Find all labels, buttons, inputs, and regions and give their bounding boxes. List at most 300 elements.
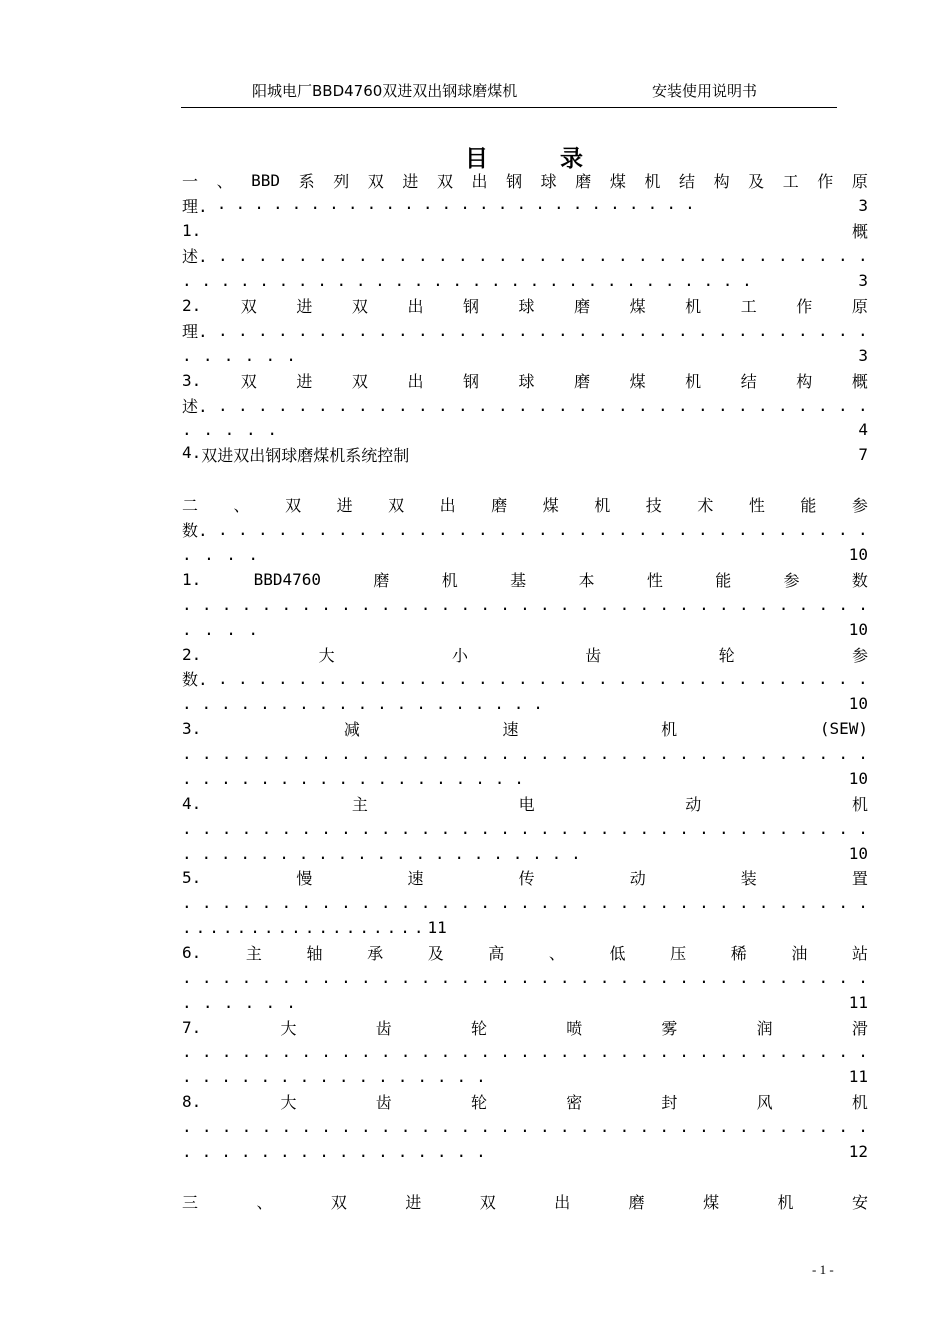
toc-token: . <box>778 743 789 763</box>
toc-token: 原 <box>851 296 868 316</box>
toc-token: . <box>520 818 530 838</box>
toc-line <box>182 741 868 765</box>
toc-line <box>182 542 868 566</box>
toc-token: 磨 <box>491 495 508 515</box>
toc-title-part1: 目 <box>465 146 488 172</box>
toc-line <box>182 417 868 441</box>
toc-token: 机 <box>644 171 661 191</box>
toc-token: . <box>818 743 829 763</box>
toc-token: . <box>698 245 708 265</box>
toc-token: . <box>458 320 468 340</box>
toc-token: . <box>578 519 588 539</box>
toc-token: 主 <box>351 794 368 814</box>
toc-token: . <box>838 245 848 265</box>
toc-token: 、 <box>233 495 250 515</box>
toc-token: . <box>458 519 468 539</box>
toc-token: . <box>261 818 272 838</box>
toc-token: . <box>258 320 268 340</box>
toc-token: . <box>281 892 292 912</box>
header-document-type: 安装使用说明书 <box>652 82 758 100</box>
toc-token: . <box>440 594 451 614</box>
toc-token: . <box>397 1066 408 1086</box>
toc-token: . <box>559 967 570 987</box>
toc-token: . <box>460 743 471 763</box>
toc-token: 轮 <box>470 1092 487 1112</box>
toc-token: . <box>476 1066 486 1086</box>
toc-token: 构 <box>713 171 730 191</box>
toc-page-ref: 10 <box>848 693 868 713</box>
toc-token: . <box>659 594 670 614</box>
toc-token: 6. <box>182 942 202 962</box>
toc-token: . <box>474 693 485 713</box>
toc-token: . <box>182 843 192 863</box>
toc-token: . <box>258 395 268 415</box>
toc-token: . <box>277 917 288 937</box>
toc-token: . <box>299 693 309 713</box>
toc-token: . <box>386 917 397 937</box>
toc-token: . <box>338 768 349 788</box>
toc-token: . <box>235 193 246 213</box>
toc-token: . <box>664 270 675 290</box>
toc-token: 双 <box>367 171 384 191</box>
toc-token: . <box>456 1141 467 1161</box>
toc-line <box>182 915 868 939</box>
toc-token: . <box>258 245 268 265</box>
toc-token: 雾 <box>661 1018 678 1038</box>
toc-token: 1. <box>182 569 202 589</box>
toc-token: . <box>699 743 709 763</box>
toc-token: . <box>480 818 490 838</box>
toc-token: . <box>719 818 729 838</box>
toc-token: . <box>265 345 276 365</box>
toc-token: 煤 <box>542 495 559 515</box>
toc-token: 小 <box>451 645 468 665</box>
toc-token: . <box>204 619 214 639</box>
toc-token: . <box>455 768 466 788</box>
toc-token: . <box>280 1066 290 1086</box>
toc-token: . <box>438 320 448 340</box>
toc-line <box>182 168 868 192</box>
toc-token: . <box>261 892 272 912</box>
toc-token: . <box>378 395 388 415</box>
toc-token: . <box>440 892 451 912</box>
toc-token: . <box>738 668 748 688</box>
toc-token: . <box>818 594 829 614</box>
toc-token: . <box>182 693 192 713</box>
toc-token: . <box>685 193 695 213</box>
toc-token: . <box>298 843 309 863</box>
toc-token: . <box>778 892 789 912</box>
toc-token: . <box>420 594 431 614</box>
toc-token: . <box>639 1116 650 1136</box>
toc-token: . <box>738 320 748 340</box>
toc-token: 3. <box>182 718 202 738</box>
toc-token: 主 <box>245 943 262 963</box>
toc-token: . <box>480 594 490 614</box>
toc-token: 钢 <box>462 296 479 316</box>
toc-token: . <box>699 892 709 912</box>
toc-token: . <box>265 992 276 1012</box>
toc-token: . <box>520 892 530 912</box>
toc-token: . <box>703 270 714 290</box>
toc-token: . <box>610 193 620 213</box>
toc-token: . <box>259 270 269 290</box>
toc-token: . <box>261 743 272 763</box>
toc-token: 球 <box>540 171 557 191</box>
toc-token: . <box>221 743 232 763</box>
toc-token: . <box>278 245 288 265</box>
toc-token: . <box>698 320 708 340</box>
toc-token: . <box>579 818 590 838</box>
toc-token: . <box>321 818 331 838</box>
toc-token: . <box>241 892 252 912</box>
toc-token: . <box>418 668 428 688</box>
page-header <box>182 80 837 100</box>
toc-token: . <box>263 917 274 937</box>
toc-token: . <box>540 1041 550 1061</box>
toc-token: . <box>318 917 329 937</box>
toc-token: . <box>182 768 192 788</box>
toc-token: BBD <box>251 170 281 190</box>
toc-token: . <box>679 1041 689 1061</box>
toc-token: . <box>361 967 371 987</box>
toc-token: . <box>440 1041 451 1061</box>
toc-token: 3. <box>182 370 202 390</box>
toc-page-ref: 4 <box>858 419 868 439</box>
toc-token: . <box>380 594 391 614</box>
toc-token: . <box>278 270 289 290</box>
toc-token: . <box>201 843 212 863</box>
toc-token: . <box>318 395 328 415</box>
toc-token: . <box>818 320 828 340</box>
toc-token: . <box>182 967 192 987</box>
toc-token: . <box>221 892 232 912</box>
toc-token: . <box>413 270 424 290</box>
toc-token: . <box>338 245 348 265</box>
toc-token: . <box>321 1041 331 1061</box>
toc-token: . <box>279 843 289 863</box>
toc-token: 机 <box>594 495 611 515</box>
toc-token: . <box>493 843 503 863</box>
toc-token: . <box>182 345 192 365</box>
toc-line <box>182 890 868 914</box>
toc-token: . <box>321 743 331 763</box>
toc-line <box>182 1039 868 1063</box>
toc-token: . <box>818 395 828 415</box>
toc-token: . <box>598 320 608 340</box>
toc-token: . <box>778 519 788 539</box>
toc-token: . <box>553 193 564 213</box>
toc-token: . <box>532 843 542 863</box>
toc-token: . <box>491 270 501 290</box>
toc-token: . <box>818 245 828 265</box>
toc-token: 出 <box>471 171 488 191</box>
toc-token: . <box>221 818 232 838</box>
toc-token: . <box>494 693 504 713</box>
toc-token: . <box>758 818 769 838</box>
toc-token: 进 <box>405 1192 422 1212</box>
toc-token: . <box>278 668 288 688</box>
toc-token: . <box>718 245 728 265</box>
toc-token: . <box>599 1041 610 1061</box>
toc-token: . <box>182 743 192 763</box>
toc-token: . <box>679 743 689 763</box>
toc-page-ref: 3 <box>858 345 868 365</box>
toc-token: . <box>659 1116 670 1136</box>
toc-line <box>182 841 868 865</box>
toc-token: . <box>203 419 213 439</box>
toc-token: . <box>666 193 676 213</box>
toc-token: . <box>742 270 752 290</box>
toc-token: . <box>361 818 371 838</box>
toc-token: . <box>738 594 749 614</box>
toc-token: . <box>361 594 371 614</box>
toc-token: . <box>321 594 331 614</box>
toc-token: . <box>619 1041 630 1061</box>
toc-token: . <box>638 668 648 688</box>
toc-token: 机 <box>851 794 868 814</box>
toc-token: . <box>758 967 769 987</box>
toc-token: . <box>366 193 377 213</box>
toc-token: . <box>341 967 351 987</box>
toc-token: . <box>182 594 192 614</box>
toc-line <box>182 990 868 1014</box>
toc-token: . <box>778 1041 789 1061</box>
toc-token: . <box>858 320 868 340</box>
toc-token: . <box>182 818 192 838</box>
toc-token: . <box>347 193 358 213</box>
toc-token: . <box>778 818 789 838</box>
toc-token: . <box>538 519 548 539</box>
toc-token: . <box>758 1116 769 1136</box>
toc-token: . <box>318 668 328 688</box>
toc-token: 2. <box>182 295 202 315</box>
toc-token: 二 <box>182 495 199 515</box>
page-number: - 1 - <box>812 1262 834 1277</box>
toc-token: . <box>332 917 342 937</box>
toc-token: 概 <box>851 371 868 391</box>
toc-token: . <box>798 245 808 265</box>
toc-token: . <box>378 1141 388 1161</box>
toc-token: . <box>699 967 709 987</box>
toc-token: . <box>358 245 368 265</box>
toc-token: . <box>281 743 292 763</box>
toc-token: . <box>440 1116 451 1136</box>
toc-token: . <box>338 395 348 415</box>
toc-token: . <box>250 917 260 937</box>
toc-token: . <box>679 594 689 614</box>
toc-token: . <box>298 395 308 415</box>
toc-token: . <box>498 668 508 688</box>
toc-token: . <box>758 743 769 763</box>
toc-token: 机 <box>685 296 702 316</box>
toc-token: . <box>838 1041 849 1061</box>
toc-token: . <box>422 193 433 213</box>
toc-token: . <box>513 693 524 713</box>
toc-token: . <box>500 594 510 614</box>
toc-token: . <box>579 1116 590 1136</box>
toc-token: . <box>417 1141 427 1161</box>
toc-token: 8. <box>182 1091 202 1111</box>
toc-token: . <box>241 818 252 838</box>
toc-token: 机 <box>777 1192 794 1212</box>
toc-token: . <box>441 193 452 213</box>
toc-line <box>182 666 868 690</box>
toc-token: 三 <box>182 1192 199 1212</box>
toc-token: . <box>452 270 463 290</box>
toc-token: . <box>435 693 446 713</box>
toc-token: . <box>639 892 650 912</box>
toc-token: . <box>345 917 356 937</box>
toc-token: . <box>618 395 628 415</box>
toc-token: . <box>638 320 648 340</box>
toc-token: . <box>778 668 788 688</box>
toc-token: . <box>221 768 231 788</box>
toc-token: . <box>645 270 656 290</box>
toc-token: . <box>838 668 848 688</box>
toc-token: . <box>618 320 628 340</box>
toc-token: . <box>301 743 311 763</box>
toc-token: 煤 <box>629 371 646 391</box>
toc-token: . <box>420 818 431 838</box>
toc-line <box>182 243 868 267</box>
toc-page-ref: 11 <box>848 1066 868 1086</box>
toc-token: . <box>458 395 468 415</box>
toc-token: . <box>221 1066 231 1086</box>
toc-token: . <box>460 892 471 912</box>
toc-token: . <box>858 818 868 838</box>
toc-token: . <box>218 395 228 415</box>
toc-token: . <box>310 193 321 213</box>
toc-token: 11 <box>427 917 447 937</box>
toc-token: 油 <box>791 943 808 963</box>
toc-token: . <box>778 245 788 265</box>
toc-token: 参 <box>851 645 868 665</box>
toc-token: 喷 <box>566 1018 583 1038</box>
toc-token: . <box>798 1116 809 1136</box>
toc-token: . <box>679 818 689 838</box>
toc-token: 机 <box>851 1092 868 1112</box>
toc-token: 数 <box>851 570 868 590</box>
toc-token: 大 <box>318 645 335 665</box>
toc-token: . <box>558 320 568 340</box>
toc-token: . <box>778 967 789 987</box>
toc-token: . <box>248 544 258 564</box>
toc-token: 双 <box>479 1192 496 1212</box>
toc-token: 双 <box>351 296 368 316</box>
toc-token: 、 <box>548 943 565 963</box>
toc-token: . <box>540 594 550 614</box>
toc-token: . <box>498 519 508 539</box>
toc-token: . <box>818 892 829 912</box>
toc-token: . <box>599 967 610 987</box>
toc-token: . <box>480 967 490 987</box>
toc-token: . <box>858 668 868 688</box>
toc-token: . <box>420 1041 431 1061</box>
toc-token: . <box>375 270 385 290</box>
toc-token: . <box>380 1041 391 1061</box>
toc-token: . <box>201 1141 212 1161</box>
toc-token: . <box>619 594 630 614</box>
toc-token: . <box>299 1066 310 1086</box>
toc-token: . <box>417 1066 427 1086</box>
toc-token: . <box>818 1116 829 1136</box>
toc-token: . <box>858 395 868 415</box>
toc-token: . <box>599 594 610 614</box>
toc-token: . <box>321 1116 331 1136</box>
toc-token: 1. <box>182 220 202 240</box>
toc-line <box>182 965 868 989</box>
toc-token: 技 <box>645 495 662 515</box>
toc-token: 大 <box>280 1018 297 1038</box>
toc-token: . <box>418 519 428 539</box>
toc-token: 、 <box>216 171 233 191</box>
toc-token: . <box>471 270 482 290</box>
toc-token: . <box>298 519 308 539</box>
toc-token: . <box>818 668 828 688</box>
toc-token: . <box>518 668 528 688</box>
toc-token: 进 <box>402 171 419 191</box>
toc-token: . <box>460 1041 471 1061</box>
toc-token: . <box>376 843 387 863</box>
toc-token: . <box>415 843 426 863</box>
toc-token: 及 <box>748 171 765 191</box>
toc-token: 轮 <box>718 645 735 665</box>
toc-token: 双 <box>330 1192 347 1212</box>
toc-token: . <box>261 1041 272 1061</box>
toc-token: . <box>396 693 407 713</box>
toc-token: 机 <box>661 719 678 739</box>
toc-token: . <box>719 594 729 614</box>
toc-token: . <box>579 967 590 987</box>
toc-token: . <box>182 1141 192 1161</box>
toc-token: 述. <box>182 396 208 416</box>
toc-line <box>182 642 868 666</box>
toc-token: . <box>261 1116 272 1136</box>
toc-token: . <box>838 892 849 912</box>
toc-token: . <box>540 818 550 838</box>
toc-token: 数. <box>182 520 208 540</box>
toc-token: . <box>778 395 788 415</box>
toc-token: . <box>838 1116 849 1136</box>
toc-token: . <box>598 245 608 265</box>
toc-token: . <box>240 693 251 713</box>
toc-token: 列 <box>333 171 350 191</box>
toc-token: . <box>478 668 488 688</box>
toc-token: 4. <box>182 793 202 813</box>
toc-token: . <box>718 668 728 688</box>
toc-token: . <box>201 967 212 987</box>
toc-token: . <box>497 193 508 213</box>
toc-token: . <box>434 843 445 863</box>
toc-token: . <box>638 395 648 415</box>
toc-token: . <box>361 1116 371 1136</box>
toc-page-ref: 7 <box>858 444 868 464</box>
toc-token: . <box>380 1116 391 1136</box>
toc-token: . <box>221 967 232 987</box>
toc-token: . <box>223 345 234 365</box>
header-rule <box>181 107 837 108</box>
toc-token: . <box>455 693 465 713</box>
toc-token: 承 <box>367 943 384 963</box>
toc-token: . <box>398 519 408 539</box>
toc-token: . <box>338 519 348 539</box>
toc-line <box>182 393 868 417</box>
toc-token: . <box>201 818 212 838</box>
toc-token: 钢 <box>506 171 523 191</box>
toc-token: . <box>758 1041 769 1061</box>
toc-token: . <box>639 594 650 614</box>
